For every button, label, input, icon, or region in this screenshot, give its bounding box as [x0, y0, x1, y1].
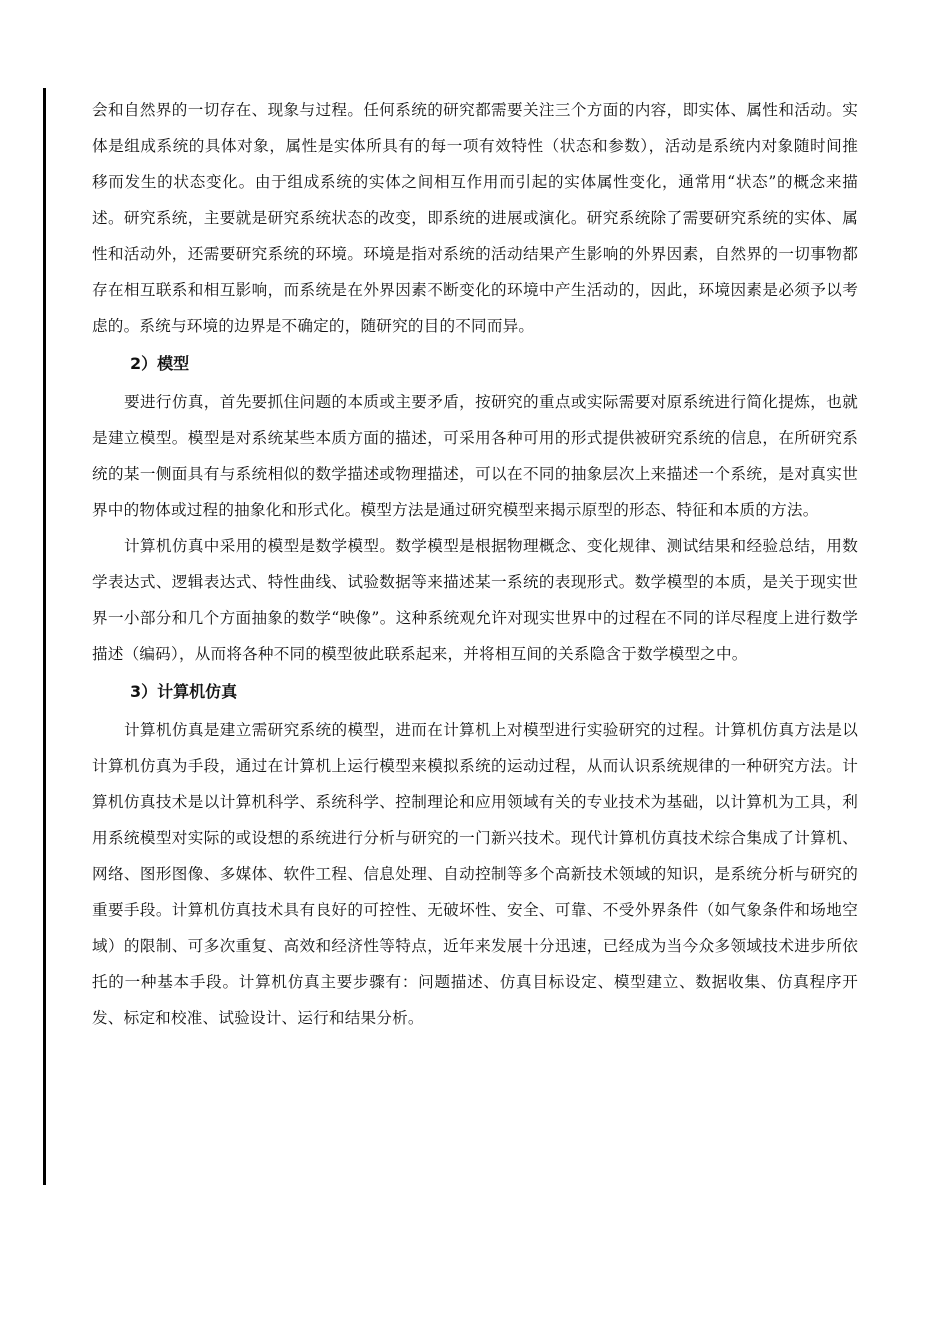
- paragraph-model-1: 要进行仿真，首先要抓住问题的本质或主要矛盾，按研究的重点或实际需要对原系统进行简化提炼，也就是建立模型。模型是对系统某些本质方面的描述，可采用各种可用的形式提供被研究系统的信息，在所研究系统的某一侧面具有与系统相似的数学描述或物理描述，可以在不同的抽象层次上来描述一个系统，是对真实世界中的物体或过程的抽象化和形式化。模型方法是通过研究模型来揭示原型的形态、特征和本质的方法。: [92, 393, 858, 519]
- paragraph-system-continuation: 会和自然界的一切存在、现象与过程。任何系统的研究都需要关注三个方面的内容，即实体、属性和活动。实体是组成系统的具体对象，属性是实体所具有的每一项有效特性（状态和参数），活动是系统内对象随时间推移而发生的状态变化。由于组成系统的实体之间相互作用而引起的实体属性变化，通常用“状态”的概念来描述。研究系统，主要就是研究系统状态的改变，即系统的进展或演化。研究系统除了需要研究系统的实体、属性和活动外，还需要研究系统的环境。环境是指对系统的活动结果产生影响的外界因素，自然界的一切事物都存在相互联系和相互影响，而系统是在外界因素不断变化的环境中产生活动的，因此，环境因素是必须予以考虑的。系统与环境的边界是不确定的，随研究的目的不同而异。: [92, 101, 858, 335]
- section-heading-model: 2）模型: [130, 354, 190, 373]
- paragraph-simulation-1: 计算机仿真是建立需研究系统的模型，进而在计算机上对模型进行实验研究的过程。计算机仿真方法是以计算机仿真为手段，通过在计算机上运行模型来模拟系统的运动过程，从而认识系统规律的一种研究方法。计算机仿真技术是以计算机科学、系统科学、控制理论和应用领域有关的专业技术为基础，以计算机为工具，利用系统模型对实际的或设想的系统进行分析与研究的一门新兴技术。现代计算机仿真技术综合集成了计算机、网络、图形图像、多媒体、软件工程、信息处理、自动控制等多个高新技术领域的知识，是系统分析与研究的重要手段。计算机仿真技术具有良好的可控性、无破坏性、安全、可靠、不受外界条件（如气象条件和场地空域）的限制、可多次重复、高效和经济性等特点，近年来发展十分迅速，已经成为当今众多领域技术进步所依托的一种基本手段。计算机仿真主要步骤有：问题描述、仿真目标设定、模型建立、数据收集、仿真程序开发、标定和校准、试验设计、运行和结果分析。: [92, 721, 858, 1027]
- document-body: [92, 92, 858, 1036]
- paragraph-model-2: 计算机仿真中采用的模型是数学模型。数学模型是根据物理概念、变化规律、测试结果和经验总结，用数学表达式、逻辑表达式、特性曲线、试验数据等来描述某一系统的表现形式。数学模型的本质，是关于现实世界一小部分和几个方面抽象的数学“映像”。这种系统观允许对现实世界中的过程在不同的详尽程度上进行数学描述（编码），从而将各种不同的模型彼此联系起来，并将相互间的关系隐含于数学模型之中。: [92, 537, 858, 663]
- section-heading-computer-simulation: 3）计算机仿真: [130, 682, 238, 701]
- margin-change-bar: [43, 88, 46, 1185]
